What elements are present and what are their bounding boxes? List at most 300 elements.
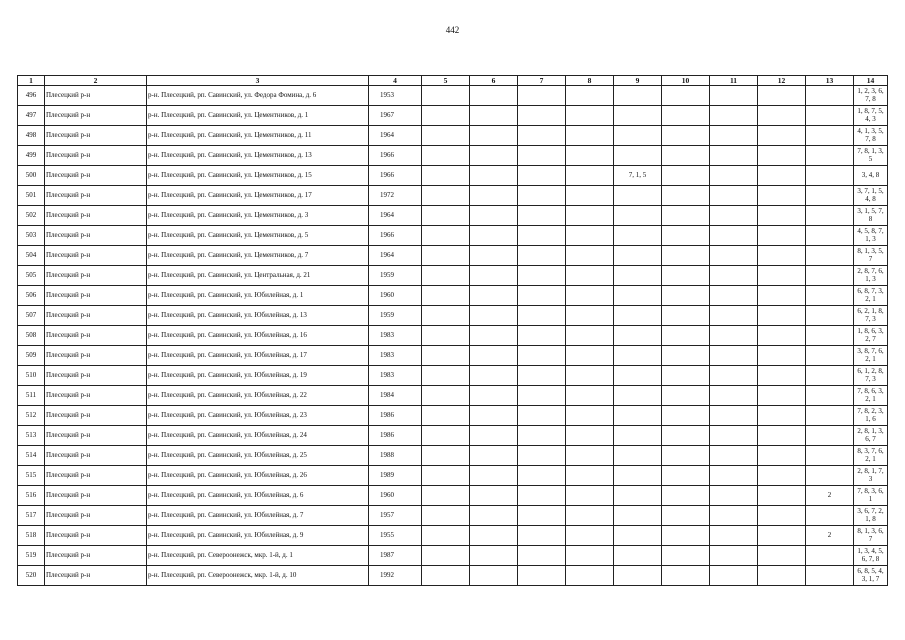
table-cell-col-3: р-н. Плесецкий, рп. Савинский, ул. Юбилейная, д. 6 [147, 486, 369, 506]
table-cell-col-5 [422, 206, 470, 226]
table-cell-col-9 [614, 466, 662, 486]
table-cell-col-10 [662, 566, 710, 586]
table-cell-col-13 [806, 226, 854, 246]
table-cell-col-4: 1966 [369, 146, 422, 166]
table-cell-col-13 [806, 146, 854, 166]
table-cell-col-1: 505 [18, 266, 45, 286]
column-header-10: 10 [662, 76, 710, 86]
table-cell-col-7 [518, 266, 566, 286]
table-cell-col-11 [710, 146, 758, 166]
table-cell-col-14: 1, 2, 3, 6, 7, 8 [854, 86, 888, 106]
table-cell-col-10 [662, 426, 710, 446]
table-cell-col-5 [422, 446, 470, 466]
table-row [18, 546, 888, 566]
table-row [18, 346, 888, 366]
table-cell-col-9 [614, 526, 662, 546]
table-cell-col-8 [566, 146, 614, 166]
table-cell-col-13 [806, 366, 854, 386]
table-cell-col-14: 1, 3, 4, 5, 6, 7, 8 [854, 546, 888, 566]
table-cell-col-3: р-н. Плесецкий, рп. Савинский, ул. Цементников, д. 11 [147, 126, 369, 146]
table-cell-col-2: Плесецкий р-н [45, 286, 147, 306]
table-cell-col-8 [566, 106, 614, 126]
table-cell-col-9 [614, 366, 662, 386]
table-cell-col-5 [422, 326, 470, 346]
table-cell-col-4: 1959 [369, 266, 422, 286]
table-cell-col-10 [662, 446, 710, 466]
table-cell-col-6 [470, 366, 518, 386]
table-cell-col-4: 1986 [369, 406, 422, 426]
column-header-3: 3 [147, 76, 369, 86]
header-row [18, 76, 888, 86]
table-cell-col-2: Плесецкий р-н [45, 146, 147, 166]
column-header-9: 9 [614, 76, 662, 86]
table-cell-col-7 [518, 546, 566, 566]
table-cell-col-3: р-н. Плесецкий, рп. Савинский, ул. Цементников, д. 5 [147, 226, 369, 246]
table-cell-col-10 [662, 406, 710, 426]
table-cell-col-1: 511 [18, 386, 45, 406]
table-cell-col-2: Плесецкий р-н [45, 226, 147, 246]
table-cell-col-7 [518, 486, 566, 506]
table-cell-col-4: 1960 [369, 486, 422, 506]
table-cell-col-10 [662, 206, 710, 226]
table-cell-col-9 [614, 186, 662, 206]
table-cell-col-12 [758, 206, 806, 226]
table-cell-col-8 [566, 486, 614, 506]
table-cell-col-7 [518, 406, 566, 426]
table-cell-col-10 [662, 546, 710, 566]
table-cell-col-6 [470, 526, 518, 546]
table-cell-col-3: р-н. Плесецкий, рп. Савинский, ул. Юбилейная, д. 13 [147, 306, 369, 326]
table-cell-col-9 [614, 446, 662, 466]
table-cell-col-6 [470, 226, 518, 246]
table-cell-col-4: 1983 [369, 326, 422, 346]
table-row [18, 466, 888, 486]
table-cell-col-6 [470, 306, 518, 326]
table-cell-col-1: 517 [18, 506, 45, 526]
table-cell-col-10 [662, 306, 710, 326]
table-cell-col-2: Плесецкий р-н [45, 506, 147, 526]
table-cell-col-9 [614, 246, 662, 266]
table-cell-col-6 [470, 406, 518, 426]
table-cell-col-7 [518, 526, 566, 546]
table-cell-col-9 [614, 486, 662, 506]
table-cell-col-14: 6, 8, 7, 3, 2, 1 [854, 286, 888, 306]
table-cell-col-7 [518, 86, 566, 106]
table-cell-col-9 [614, 126, 662, 146]
table-cell-col-1: 514 [18, 446, 45, 466]
table-cell-col-6 [470, 326, 518, 346]
table-cell-col-9 [614, 506, 662, 526]
table-cell-col-9 [614, 86, 662, 106]
table-cell-col-5 [422, 86, 470, 106]
table-cell-col-3: р-н. Плесецкий, рп. Савинский, ул. Юбилейная, д. 9 [147, 526, 369, 546]
table-cell-col-11 [710, 266, 758, 286]
table-cell-col-10 [662, 346, 710, 366]
table-cell-col-4: 1988 [369, 446, 422, 466]
table-row [18, 306, 888, 326]
table-row [18, 566, 888, 586]
table-cell-col-1: 498 [18, 126, 45, 146]
table-cell-col-13 [806, 306, 854, 326]
table-cell-col-5 [422, 286, 470, 306]
table-row [18, 246, 888, 266]
column-header-2: 2 [45, 76, 147, 86]
table-cell-col-11 [710, 566, 758, 586]
table-cell-col-2: Плесецкий р-н [45, 446, 147, 466]
table-cell-col-14: 8, 1, 3, 6, 7 [854, 526, 888, 546]
table-cell-col-12 [758, 106, 806, 126]
table-cell-col-9 [614, 226, 662, 246]
table-cell-col-8 [566, 86, 614, 106]
table-row [18, 366, 888, 386]
table-cell-col-2: Плесецкий р-н [45, 346, 147, 366]
table-cell-col-5 [422, 226, 470, 246]
table-cell-col-10 [662, 106, 710, 126]
table-cell-col-13 [806, 426, 854, 446]
table-cell-col-10 [662, 146, 710, 166]
table-cell-col-14: 2, 8, 7, 6, 1, 3 [854, 266, 888, 286]
table-cell-col-14: 1, 8, 7, 5, 4, 3 [854, 106, 888, 126]
table-cell-col-11 [710, 206, 758, 226]
table-cell-col-12 [758, 566, 806, 586]
table-cell-col-11 [710, 386, 758, 406]
table-cell-col-1: 515 [18, 466, 45, 486]
table-cell-col-7 [518, 466, 566, 486]
table-cell-col-5 [422, 406, 470, 426]
table-cell-col-8 [566, 246, 614, 266]
table-cell-col-10 [662, 486, 710, 506]
column-header-6: 6 [470, 76, 518, 86]
table-cell-col-3: р-н. Плесецкий, рп. Савинский, ул. Юбилейная, д. 7 [147, 506, 369, 526]
table-cell-col-8 [566, 506, 614, 526]
table-cell-col-12 [758, 226, 806, 246]
table-cell-col-7 [518, 106, 566, 126]
table-cell-col-3: р-н. Плесецкий, рп. Савинский, ул. Юбилейная, д. 22 [147, 386, 369, 406]
column-header-4: 4 [369, 76, 422, 86]
table-cell-col-5 [422, 466, 470, 486]
table-cell-col-7 [518, 566, 566, 586]
column-header-8: 8 [566, 76, 614, 86]
table-cell-col-7 [518, 366, 566, 386]
table-cell-col-9 [614, 106, 662, 126]
table-cell-col-3: р-н. Плесецкий, рп. Савинский, ул. Юбилейная, д. 24 [147, 426, 369, 446]
table-cell-col-3: р-н. Плесецкий, рп. Савинский, ул. Юбилейная, д. 16 [147, 326, 369, 346]
table-cell-col-6 [470, 166, 518, 186]
table-cell-col-8 [566, 286, 614, 306]
table-cell-col-4: 1983 [369, 366, 422, 386]
table-cell-col-7 [518, 246, 566, 266]
table-cell-col-8 [566, 306, 614, 326]
column-header-12: 12 [758, 76, 806, 86]
table-cell-col-6 [470, 546, 518, 566]
table-cell-col-3: р-н. Плесецкий, рп. Савинский, ул. Цементников, д. 15 [147, 166, 369, 186]
table-cell-col-12 [758, 346, 806, 366]
table-cell-col-3: р-н. Плесецкий, рп. Савинский, ул. Юбилейная, д. 25 [147, 446, 369, 466]
table-cell-col-7 [518, 386, 566, 406]
table-cell-col-2: Плесецкий р-н [45, 386, 147, 406]
table-cell-col-3: р-н. Плесецкий, рп. Савинский, ул. Юбилейная, д. 17 [147, 346, 369, 366]
table-cell-col-6 [470, 486, 518, 506]
table-cell-col-1: 500 [18, 166, 45, 186]
table-cell-col-10 [662, 166, 710, 186]
table-cell-col-1: 509 [18, 346, 45, 366]
table-cell-col-12 [758, 246, 806, 266]
table-row [18, 266, 888, 286]
table-row [18, 446, 888, 466]
table-cell-col-4: 1989 [369, 466, 422, 486]
table-cell-col-5 [422, 346, 470, 366]
table-cell-col-2: Плесецкий р-н [45, 466, 147, 486]
table-cell-col-8 [566, 566, 614, 586]
table-cell-col-8 [566, 266, 614, 286]
table-row [18, 506, 888, 526]
table-cell-col-12 [758, 366, 806, 386]
table-cell-col-4: 1966 [369, 226, 422, 246]
table-cell-col-11 [710, 186, 758, 206]
table-row [18, 426, 888, 446]
table-cell-col-8 [566, 206, 614, 226]
table-cell-col-2: Плесецкий р-н [45, 426, 147, 446]
table-cell-col-5 [422, 386, 470, 406]
table-cell-col-7 [518, 206, 566, 226]
table-cell-col-8 [566, 126, 614, 146]
table-cell-col-12 [758, 386, 806, 406]
table-cell-col-4: 1986 [369, 426, 422, 446]
column-header-7: 7 [518, 76, 566, 86]
table-cell-col-5 [422, 306, 470, 326]
table-cell-col-9 [614, 546, 662, 566]
table-cell-col-10 [662, 506, 710, 526]
table-cell-col-4: 1983 [369, 346, 422, 366]
table-cell-col-1: 516 [18, 486, 45, 506]
table-cell-col-8 [566, 386, 614, 406]
table-cell-col-14: 7, 8, 6, 3, 2, 1 [854, 386, 888, 406]
table-cell-col-13 [806, 246, 854, 266]
table-cell-col-11 [710, 246, 758, 266]
table-cell-col-2: Плесецкий р-н [45, 126, 147, 146]
table-cell-col-13 [806, 286, 854, 306]
table-cell-col-2: Плесецкий р-н [45, 326, 147, 346]
table-cell-col-4: 1966 [369, 166, 422, 186]
table-cell-col-3: р-н. Плесецкий, рп. Савинский, ул. Цементников, д. 13 [147, 146, 369, 166]
table-cell-col-6 [470, 146, 518, 166]
table-row [18, 486, 888, 506]
table-cell-col-7 [518, 166, 566, 186]
table-row [18, 166, 888, 186]
table-cell-col-14: 7, 8, 2, 3, 1, 6 [854, 406, 888, 426]
table-cell-col-4: 1984 [369, 386, 422, 406]
table-cell-col-11 [710, 466, 758, 486]
table-cell-col-14: 6, 1, 2, 8, 7, 3 [854, 366, 888, 386]
table-cell-col-5 [422, 146, 470, 166]
column-header-14: 14 [854, 76, 888, 86]
table-cell-col-7 [518, 146, 566, 166]
table-cell-col-7 [518, 306, 566, 326]
table-cell-col-9 [614, 566, 662, 586]
table-cell-col-11 [710, 166, 758, 186]
table-cell-col-13 [806, 186, 854, 206]
table-cell-col-7 [518, 286, 566, 306]
table-cell-col-11 [710, 346, 758, 366]
column-header-1: 1 [18, 76, 45, 86]
table-cell-col-5 [422, 366, 470, 386]
table-row [18, 406, 888, 426]
table-cell-col-1: 506 [18, 286, 45, 306]
table-cell-col-6 [470, 106, 518, 126]
table-cell-col-4: 1964 [369, 246, 422, 266]
table-cell-col-9 [614, 386, 662, 406]
table-cell-col-13 [806, 326, 854, 346]
table-cell-col-2: Плесецкий р-н [45, 406, 147, 426]
table-cell-col-12 [758, 526, 806, 546]
table-cell-col-12 [758, 146, 806, 166]
table-cell-col-12 [758, 546, 806, 566]
table-cell-col-13 [806, 126, 854, 146]
table-cell-col-12 [758, 86, 806, 106]
table-cell-col-11 [710, 506, 758, 526]
table-cell-col-6 [470, 346, 518, 366]
table-cell-col-9 [614, 306, 662, 326]
table-row [18, 106, 888, 126]
table-cell-col-4: 1987 [369, 546, 422, 566]
table-cell-col-9 [614, 326, 662, 346]
table-cell-col-5 [422, 506, 470, 526]
table-cell-col-2: Плесецкий р-н [45, 566, 147, 586]
table-cell-col-13 [806, 406, 854, 426]
table-cell-col-8 [566, 546, 614, 566]
table-cell-col-7 [518, 346, 566, 366]
table-cell-col-5 [422, 106, 470, 126]
table-cell-col-2: Плесецкий р-н [45, 186, 147, 206]
table-cell-col-6 [470, 466, 518, 486]
table-cell-col-4: 1964 [369, 206, 422, 226]
table-cell-col-7 [518, 126, 566, 146]
table-cell-col-9 [614, 286, 662, 306]
table-cell-col-1: 513 [18, 426, 45, 446]
table-cell-col-4: 1967 [369, 106, 422, 126]
table-cell-col-6 [470, 426, 518, 446]
table-cell-col-14: 2, 8, 1, 7, 3 [854, 466, 888, 486]
table-cell-col-14: 3, 7, 1, 5, 4, 8 [854, 186, 888, 206]
table-cell-col-10 [662, 126, 710, 146]
table-cell-col-10 [662, 366, 710, 386]
table-cell-col-13 [806, 266, 854, 286]
table-cell-col-12 [758, 486, 806, 506]
table-cell-col-10 [662, 386, 710, 406]
table-cell-col-3: р-н. Плесецкий, рп. Савинский, ул. Юбилейная, д. 23 [147, 406, 369, 426]
table-cell-col-8 [566, 366, 614, 386]
table-cell-col-14: 1, 8, 6, 3, 2, 7 [854, 326, 888, 346]
column-header-5: 5 [422, 76, 470, 86]
table-cell-col-7 [518, 186, 566, 206]
table-cell-col-3: р-н. Плесецкий, рп. Североонежск, мкр. 1-й, д. 10 [147, 566, 369, 586]
table-cell-col-14: 8, 3, 7, 6, 2, 1 [854, 446, 888, 466]
table-cell-col-14: 3, 4, 8 [854, 166, 888, 186]
table-cell-col-3: р-н. Плесецкий, рп. Савинский, ул. Цементников, д. 7 [147, 246, 369, 266]
table-cell-col-13 [806, 446, 854, 466]
table-cell-col-10 [662, 246, 710, 266]
table-cell-col-6 [470, 386, 518, 406]
table-row [18, 206, 888, 226]
table-cell-col-3: р-н. Плесецкий, рп. Савинский, ул. Юбилейная, д. 26 [147, 466, 369, 486]
table-cell-col-7 [518, 226, 566, 246]
table-cell-col-12 [758, 186, 806, 206]
table-cell-col-2: Плесецкий р-н [45, 206, 147, 226]
table-cell-col-14: 3, 8, 7, 6, 2, 1 [854, 346, 888, 366]
table-cell-col-14: 2, 8, 1, 3, 6, 7 [854, 426, 888, 446]
table-cell-col-11 [710, 546, 758, 566]
table-cell-col-6 [470, 506, 518, 526]
table-row [18, 126, 888, 146]
table-cell-col-4: 1960 [369, 286, 422, 306]
table-cell-col-1: 499 [18, 146, 45, 166]
table-cell-col-12 [758, 326, 806, 346]
table-cell-col-11 [710, 406, 758, 426]
table-cell-col-5 [422, 546, 470, 566]
table-cell-col-13: 2 [806, 486, 854, 506]
column-header-11: 11 [710, 76, 758, 86]
table-cell-col-11 [710, 306, 758, 326]
table-cell-col-12 [758, 166, 806, 186]
table-cell-col-8 [566, 426, 614, 446]
table-cell-col-10 [662, 526, 710, 546]
table-cell-col-13 [806, 566, 854, 586]
table-cell-col-9 [614, 426, 662, 446]
table-cell-col-13 [806, 506, 854, 526]
table-cell-col-13 [806, 206, 854, 226]
table-cell-col-3: р-н. Плесецкий, рп. Савинский, ул. Юбилейная, д. 19 [147, 366, 369, 386]
table-cell-col-5 [422, 186, 470, 206]
table-row [18, 146, 888, 166]
table-cell-col-13 [806, 346, 854, 366]
table-cell-col-6 [470, 446, 518, 466]
table-cell-col-1: 519 [18, 546, 45, 566]
table-cell-col-12 [758, 306, 806, 326]
table-cell-col-5 [422, 486, 470, 506]
page-number: 442 [445, 25, 460, 35]
table-cell-col-5 [422, 426, 470, 446]
table-cell-col-11 [710, 86, 758, 106]
table-cell-col-8 [566, 346, 614, 366]
table-cell-col-7 [518, 426, 566, 446]
table-cell-col-2: Плесецкий р-н [45, 246, 147, 266]
table-cell-col-1: 503 [18, 226, 45, 246]
table-cell-col-12 [758, 126, 806, 146]
table-row [18, 526, 888, 546]
table-cell-col-12 [758, 446, 806, 466]
table-cell-col-6 [470, 266, 518, 286]
table-cell-col-10 [662, 326, 710, 346]
table-cell-col-12 [758, 506, 806, 526]
table-row [18, 226, 888, 246]
table-cell-col-6 [470, 566, 518, 586]
table-cell-col-8 [566, 186, 614, 206]
table-cell-col-13 [806, 546, 854, 566]
table-cell-col-11 [710, 226, 758, 246]
table-cell-col-14: 3, 6, 7, 2, 1, 8 [854, 506, 888, 526]
table-cell-col-4: 1992 [369, 566, 422, 586]
table-cell-col-10 [662, 226, 710, 246]
table-cell-col-13 [806, 466, 854, 486]
table-cell-col-11 [710, 326, 758, 346]
table-row [18, 86, 888, 106]
table-cell-col-7 [518, 446, 566, 466]
table-cell-col-4: 1964 [369, 126, 422, 146]
table-cell-col-9 [614, 406, 662, 426]
table-cell-col-5 [422, 266, 470, 286]
table-cell-col-11 [710, 106, 758, 126]
table-cell-col-4: 1953 [369, 86, 422, 106]
